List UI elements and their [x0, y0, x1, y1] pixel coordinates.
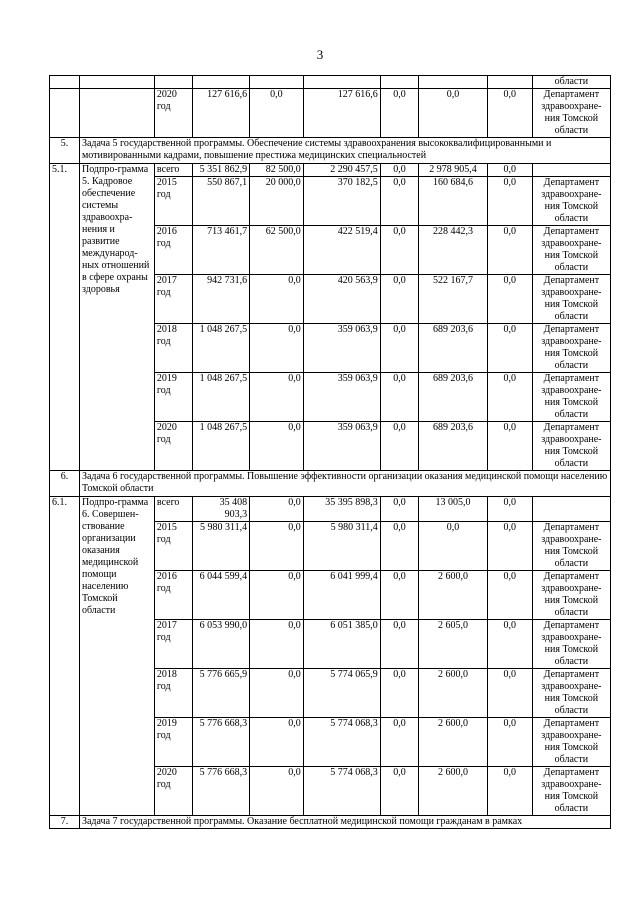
other-cell: 0,0 — [419, 522, 488, 571]
federal-cell: 0,0 — [250, 767, 304, 816]
regional-cell: 2 290 457,5 — [303, 164, 380, 177]
federal-cell: 0,0 — [250, 497, 304, 522]
subprogram-name: Подпро-грамма 5. Кадровое обеспечение системы здравоохра-нения и развитие международ-ных отношений в сфере охраны здоровья — [79, 164, 154, 471]
table-row — [50, 89, 611, 138]
other-cell: 2 600,0 — [419, 767, 488, 816]
dept-cell: Департамент здравоохране-ния Томской области — [532, 571, 610, 620]
year-cell: 2018 год — [154, 324, 193, 373]
year-cell: 2015 год — [154, 177, 193, 226]
task-number: 7. — [50, 816, 80, 829]
dept-cell — [532, 164, 610, 177]
budget-cell: 0,0 — [487, 226, 532, 275]
municipal-cell: 0,0 — [380, 522, 419, 571]
municipal-cell: 0,0 — [380, 422, 419, 471]
dept-cell: Департамент здравоохране-ния Томской области — [532, 226, 610, 275]
task-row — [50, 816, 611, 829]
federal-cell: 0,0 — [250, 373, 304, 422]
year-cell: 2020 год — [154, 767, 193, 816]
federal-cell: 62 500,0 — [250, 226, 304, 275]
regional-cell: 359 063,9 — [303, 422, 380, 471]
year-cell: 2019 год — [154, 373, 193, 422]
total-cell: 5 776 668,3 — [193, 767, 250, 816]
budget-cell: 0,0 — [487, 164, 532, 177]
federal-cell: 82 500,0 — [250, 164, 304, 177]
municipal-cell: 0,0 — [380, 571, 419, 620]
budget-cell: 0,0 — [487, 373, 532, 422]
total-cell: 127 616,6 — [193, 89, 250, 138]
federal-cell: 0,0 — [250, 620, 304, 669]
budget-cell: 0,0 — [487, 324, 532, 373]
regional-cell: 5 980 311,4 — [303, 522, 380, 571]
total-cell: 5 980 311,4 — [193, 522, 250, 571]
year-cell: 2019 год — [154, 718, 193, 767]
regional-cell: 6 051 385,0 — [303, 620, 380, 669]
budget-cell: 0,0 — [487, 669, 532, 718]
total-cell: 6 053 990,0 — [193, 620, 250, 669]
year-cell: 2018 год — [154, 669, 193, 718]
budget-cell: 0,0 — [487, 571, 532, 620]
municipal-cell: 0,0 — [380, 718, 419, 767]
other-cell: 228 442,3 — [419, 226, 488, 275]
dept-cell: Департамент здравоохране-ния Томской области — [532, 767, 610, 816]
dept-cell: области — [532, 76, 610, 89]
year-cell: 2016 год — [154, 571, 193, 620]
other-cell: 0,0 — [419, 89, 488, 138]
subprogram-number: 5.1. — [50, 164, 80, 471]
total-cell: 35 408 903,3 — [193, 497, 250, 522]
budget-cell: 0,0 — [487, 177, 532, 226]
other-cell: 689 203,6 — [419, 324, 488, 373]
task-number: 5. — [50, 138, 80, 164]
page-number: 3 — [316, 47, 324, 62]
other-cell: 13 005,0 — [419, 497, 488, 522]
regional-cell: 359 063,9 — [303, 373, 380, 422]
task-text: Задача 5 государственной программы. Обеспечение системы здравоохранения высококвалифицированными и мотивированными кадрами, повышение престижа медицинских специальностей — [79, 138, 610, 164]
dept-cell: Департамент здравоохране-ния Томской области — [532, 177, 610, 226]
task-text: Задача 6 государственной программы. Повышение эффективности организации оказания медицинской помощи населению Томской области — [79, 471, 610, 497]
federal-cell: 0,0 — [250, 718, 304, 767]
dept-cell — [532, 497, 610, 522]
federal-cell: 0,0 — [250, 422, 304, 471]
total-cell: 550 867,1 — [193, 177, 250, 226]
other-cell: 160 684,6 — [419, 177, 488, 226]
dept-cell: Департамент здравоохране-ния Томской области — [532, 89, 610, 138]
municipal-cell: 0,0 — [380, 226, 419, 275]
year-cell: 2020 год — [154, 89, 193, 138]
municipal-cell: 0,0 — [380, 275, 419, 324]
year-cell: 2020 год — [154, 422, 193, 471]
total-cell: 5 776 665,9 — [193, 669, 250, 718]
budget-cell: 0,0 — [487, 620, 532, 669]
table-row — [50, 76, 611, 89]
table-row — [50, 497, 611, 522]
dept-cell: Департамент здравоохране-ния Томской области — [532, 522, 610, 571]
regional-cell: 5 774 068,3 — [303, 767, 380, 816]
other-cell: 2 600,0 — [419, 571, 488, 620]
total-cell: 1 048 267,5 — [193, 373, 250, 422]
other-cell: 2 600,0 — [419, 718, 488, 767]
other-cell: 2 600,0 — [419, 669, 488, 718]
other-cell: 689 203,6 — [419, 422, 488, 471]
federal-cell: 0,0 — [250, 571, 304, 620]
municipal-cell: 0,0 — [380, 767, 419, 816]
subprogram-name: Подпро-грамма 6. Совершен-ствование организации оказания медицинской помощи населению Томской области — [79, 497, 154, 816]
federal-cell: 0,0 — [250, 669, 304, 718]
budget-cell: 0,0 — [487, 718, 532, 767]
task-row — [50, 138, 611, 164]
regional-cell: 5 774 068,3 — [303, 718, 380, 767]
regional-cell: 6 041 999,4 — [303, 571, 380, 620]
regional-cell: 422 519,4 — [303, 226, 380, 275]
federal-cell: 0,0 — [250, 324, 304, 373]
total-cell: 942 731,6 — [193, 275, 250, 324]
other-cell: 689 203,6 — [419, 373, 488, 422]
total-cell: 5 776 668,3 — [193, 718, 250, 767]
total-cell: 713 461,7 — [193, 226, 250, 275]
regional-cell: 370 182,5 — [303, 177, 380, 226]
budget-cell: 0,0 — [487, 275, 532, 324]
total-cell: 1 048 267,5 — [193, 324, 250, 373]
municipal-cell: 0,0 — [380, 177, 419, 226]
dept-cell: Департамент здравоохране-ния Томской области — [532, 718, 610, 767]
task-text: Задача 7 государственной программы. Оказание бесплатной медицинской помощи гражданам в рамках — [79, 816, 610, 829]
municipal-cell: 0,0 — [380, 620, 419, 669]
dept-cell: Департамент здравоохране-ния Томской области — [532, 422, 610, 471]
municipal-cell: 0,0 — [380, 669, 419, 718]
regional-cell: 35 395 898,3 — [303, 497, 380, 522]
total-cell: 1 048 267,5 — [193, 422, 250, 471]
federal-cell: 20 000,0 — [250, 177, 304, 226]
federal-cell: 0,0 — [250, 522, 304, 571]
budget-cell: 0,0 — [487, 422, 532, 471]
year-cell: всего — [154, 164, 193, 177]
year-cell: 2015 год — [154, 522, 193, 571]
total-cell: 6 044 599,4 — [193, 571, 250, 620]
municipal-cell: 0,0 — [380, 89, 419, 138]
regional-cell: 127 616,6 — [303, 89, 380, 138]
municipal-cell: 0,0 — [380, 164, 419, 177]
total-cell: 5 351 862,9 — [193, 164, 250, 177]
dept-cell: Департамент здравоохране-ния Томской области — [532, 373, 610, 422]
task-row — [50, 471, 611, 497]
dept-cell: Департамент здравоохране-ния Томской области — [532, 620, 610, 669]
federal-cell: 0,0 — [250, 275, 304, 324]
other-cell: 2 978 905,4 — [419, 164, 488, 177]
dept-cell: Департамент здравоохране-ния Томской области — [532, 324, 610, 373]
budget-cell: 0,0 — [487, 522, 532, 571]
budget-cell: 0,0 — [487, 89, 532, 138]
regional-cell: 359 063,9 — [303, 324, 380, 373]
municipal-cell: 0,0 — [380, 497, 419, 522]
program-funding-table — [49, 75, 611, 829]
subprogram-number: 6.1. — [50, 497, 80, 816]
municipal-cell: 0,0 — [380, 324, 419, 373]
task-number: 6. — [50, 471, 80, 497]
dept-cell: Департамент здравоохране-ния Томской области — [532, 275, 610, 324]
municipal-cell: 0,0 — [380, 373, 419, 422]
budget-cell: 0,0 — [487, 497, 532, 522]
budget-cell: 0,0 — [487, 767, 532, 816]
year-cell: 2016 год — [154, 226, 193, 275]
year-cell: 2017 год — [154, 620, 193, 669]
other-cell: 522 167,7 — [419, 275, 488, 324]
regional-cell: 420 563,9 — [303, 275, 380, 324]
federal-cell: 0,0 — [250, 89, 304, 138]
year-cell: всего — [154, 497, 193, 522]
year-cell: 2017 год — [154, 275, 193, 324]
other-cell: 2 605,0 — [419, 620, 488, 669]
table-row — [50, 164, 611, 177]
dept-cell: Департамент здравоохране-ния Томской области — [532, 669, 610, 718]
regional-cell: 5 774 065,9 — [303, 669, 380, 718]
